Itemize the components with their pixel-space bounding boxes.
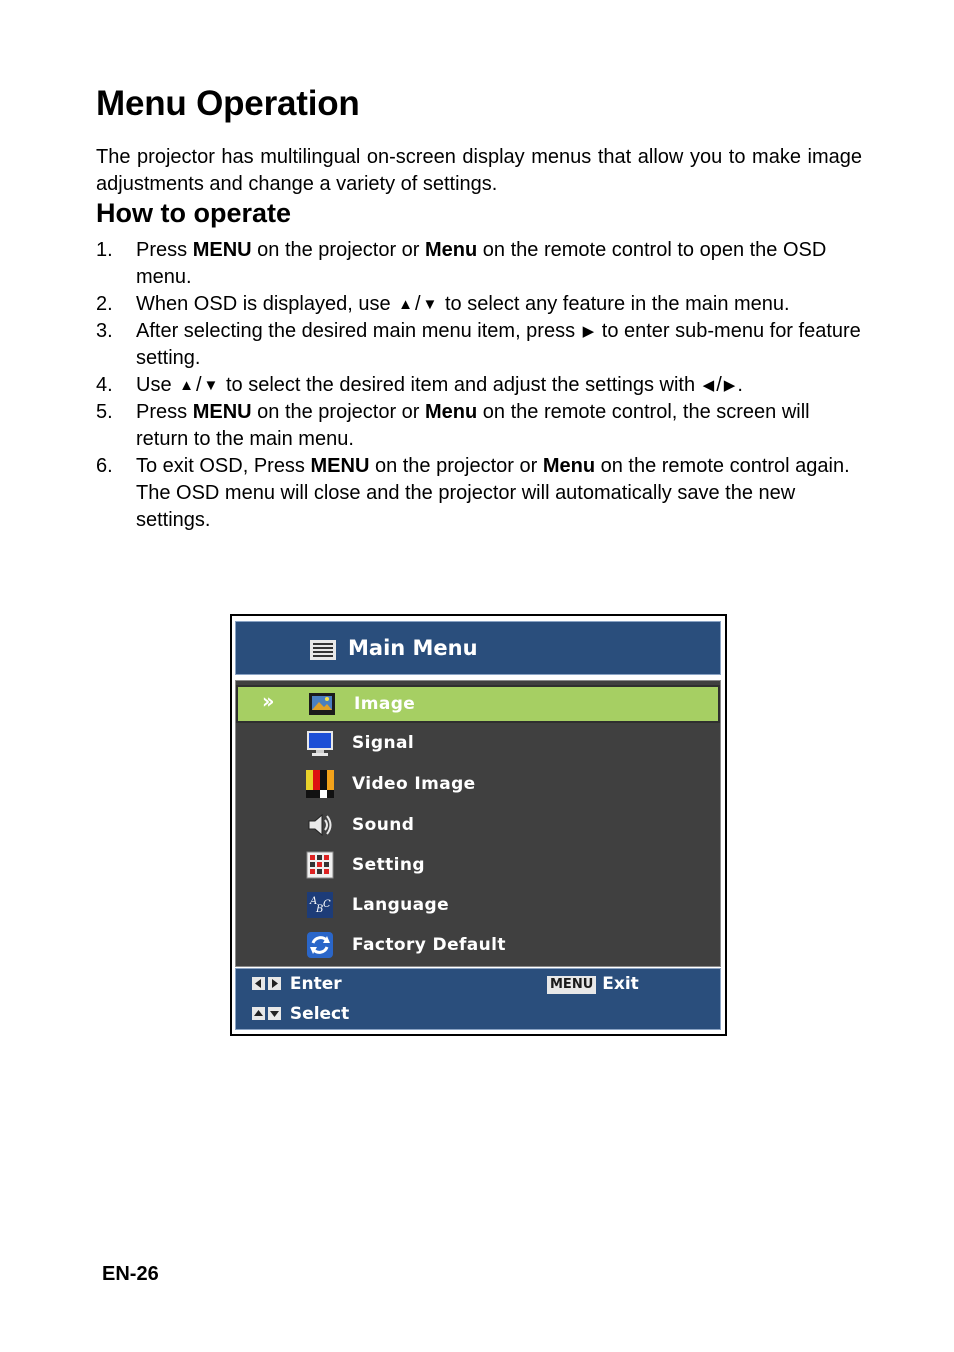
image-icon <box>308 690 336 718</box>
svg-text:C: C <box>323 899 331 910</box>
osd-item-video-image[interactable]: Video Image <box>236 765 720 803</box>
right-triangle-icon: ▶ <box>582 323 595 340</box>
osd-item-factory-default[interactable]: Factory Default <box>236 926 720 964</box>
up-triangle-icon: ▲ <box>398 296 413 313</box>
left-triangle-icon: ◀ <box>702 377 715 394</box>
step-1: 1. Press MENU on the projector or Menu on the remote control to open the OSD menu. <box>96 239 827 288</box>
osd-item-signal[interactable]: Signal <box>236 724 720 762</box>
section-heading: How to operate <box>96 198 292 228</box>
osd-title: Main Menu <box>348 636 478 660</box>
menu-key-icon: MENU <box>547 976 596 994</box>
exit-hint: MENU Exit <box>547 974 639 994</box>
osd-item-sound[interactable]: Sound <box>236 806 720 844</box>
svg-text:B: B <box>316 904 324 915</box>
right-triangle-icon: ▶ <box>723 377 736 394</box>
osd-header <box>235 621 721 675</box>
menu-list-icon <box>310 640 336 660</box>
svg-text:A: A <box>310 896 318 907</box>
right-key-icon <box>268 977 281 990</box>
osd-item-image[interactable]: ›› Image <box>236 685 720 723</box>
step-6: 6. To exit OSD, Press MENU on the projector or Menu on the remote control again. The OSD menu will close and the projector will automatically save the new settings. <box>96 455 850 531</box>
enter-hint: Enter <box>252 974 342 994</box>
osd-menu-list <box>235 680 721 967</box>
monitor-icon <box>306 729 334 757</box>
up-triangle-icon: ▲ <box>179 377 194 394</box>
page-number: EN-26 <box>102 1263 159 1285</box>
step-2: 2. When OSD is displayed, use ▲ / ▼ to select any feature in the main menu. <box>96 291 866 318</box>
color-bars-icon <box>306 770 334 798</box>
osd-item-setting[interactable]: Setting <box>236 846 720 884</box>
down-key-icon <box>268 1007 281 1020</box>
speaker-icon <box>306 811 334 839</box>
step-4: 4. Use ▲ / ▼ to select the desired item and adjust the settings with ◀ / ▶ . <box>96 372 866 399</box>
step-5: 5. Press MENU on the projector or Menu on the remote control, the screen will return to the main menu. <box>96 401 810 450</box>
osd-main-menu-screenshot <box>230 614 727 1036</box>
down-triangle-icon: ▼ <box>203 377 219 394</box>
osd-footer <box>235 968 721 1030</box>
settings-grid-icon <box>306 851 334 879</box>
up-key-icon <box>252 1007 265 1020</box>
page-title: Menu Operation <box>96 84 360 123</box>
intro-paragraph: The projector has multilingual on-screen display menus that allow you to make image adjustments and change a variety of settings. <box>96 146 862 195</box>
select-hint: Select <box>252 1004 349 1024</box>
abc-icon <box>306 891 334 919</box>
left-key-icon <box>252 977 265 990</box>
refresh-icon <box>306 931 334 959</box>
step-3: 3. After selecting the desired main menu item, press ▶ to enter sub-menu for feature setting. <box>96 320 861 369</box>
down-triangle-icon: ▼ <box>422 296 438 313</box>
osd-item-language[interactable]: A B C Language <box>236 886 720 924</box>
steps-list <box>96 237 866 534</box>
selection-arrows-icon: ›› <box>262 689 271 713</box>
